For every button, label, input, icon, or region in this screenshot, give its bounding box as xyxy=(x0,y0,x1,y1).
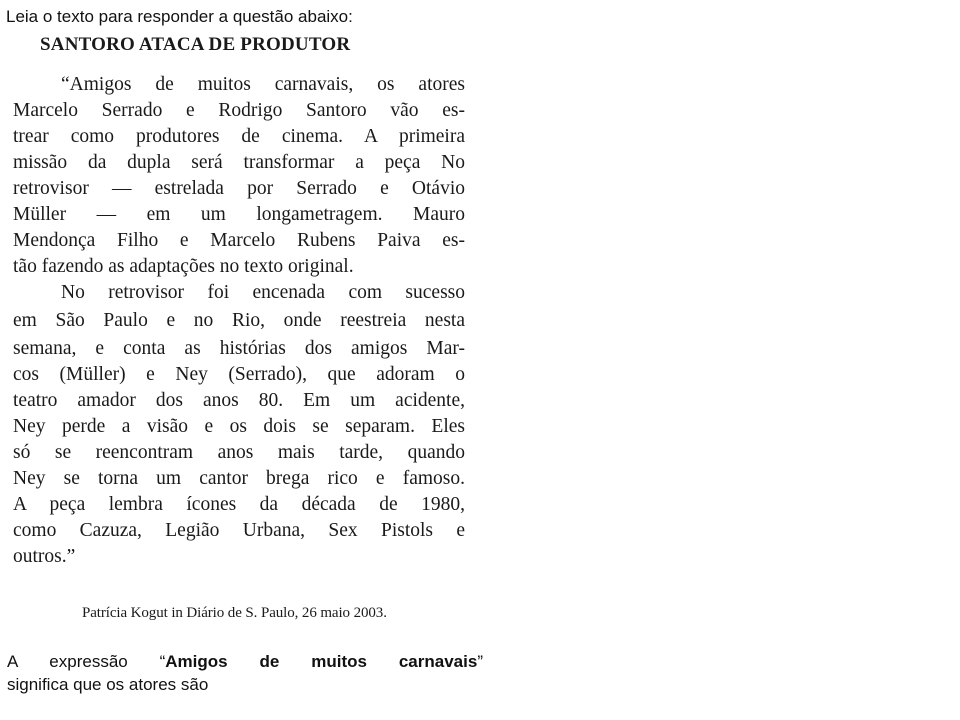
question-instruction: Leia o texto para responder a questão abaixo: xyxy=(6,7,353,26)
question-line-1 xyxy=(7,650,483,673)
article-line: A peça lembra ícones da década de 1980, xyxy=(13,494,465,515)
article-line: No retrovisor foi encenada com sucesso xyxy=(61,282,465,303)
article-line: como Cazuza, Legião Urbana, Sex Pistols e xyxy=(13,520,465,541)
article-line: Ney perde a visão e os dois se separam. Eles xyxy=(13,416,465,437)
article-line: cos (Müller) e Ney (Serrado), que adoram o xyxy=(13,364,465,385)
question-highlight: Amigos de muitos carnavais xyxy=(165,652,478,671)
question-suffix: ” xyxy=(477,652,483,671)
article-line: outros.” xyxy=(13,546,76,567)
article-line: Ney se torna um cantor brega rico e famoso. xyxy=(13,468,465,489)
article-line: tão fazendo as adaptações no texto original. xyxy=(13,256,354,277)
article-headline: SANTORO ATACA DE PRODUTOR xyxy=(40,34,351,55)
article-line: trear como produtores de cinema. A primeira xyxy=(13,126,465,147)
article-line: Müller — em um longametragem. Mauro xyxy=(13,204,465,225)
article-line: só se reencontram anos mais tarde, quando xyxy=(13,442,465,463)
article-line: “Amigos de muitos carnavais, os atores xyxy=(61,74,465,95)
article-line: Mendonça Filho e Marcelo Rubens Paiva es- xyxy=(13,230,465,251)
article-line: Marcelo Serrado e Rodrigo Santoro vão es- xyxy=(13,100,465,121)
question-text xyxy=(7,650,483,696)
article-line: teatro amador dos anos 80. Em um acidente, xyxy=(13,390,465,411)
question-prefix: A expressão “ xyxy=(7,652,166,671)
scanned-article xyxy=(0,34,490,634)
article-line: missão da dupla será transformar a peça No xyxy=(13,152,465,173)
article-source: Patrícia Kogut in Diário de S. Paulo, 26 maio 2003. xyxy=(82,605,387,621)
article-line: retrovisor — estrelada por Serrado e Otávio xyxy=(13,178,465,199)
question-line-2: significa que os atores são xyxy=(7,675,209,694)
article-line: semana, e conta as histórias dos amigos Mar- xyxy=(13,338,465,359)
article-line: em São Paulo e no Rio, onde reestreia nesta xyxy=(13,310,465,331)
